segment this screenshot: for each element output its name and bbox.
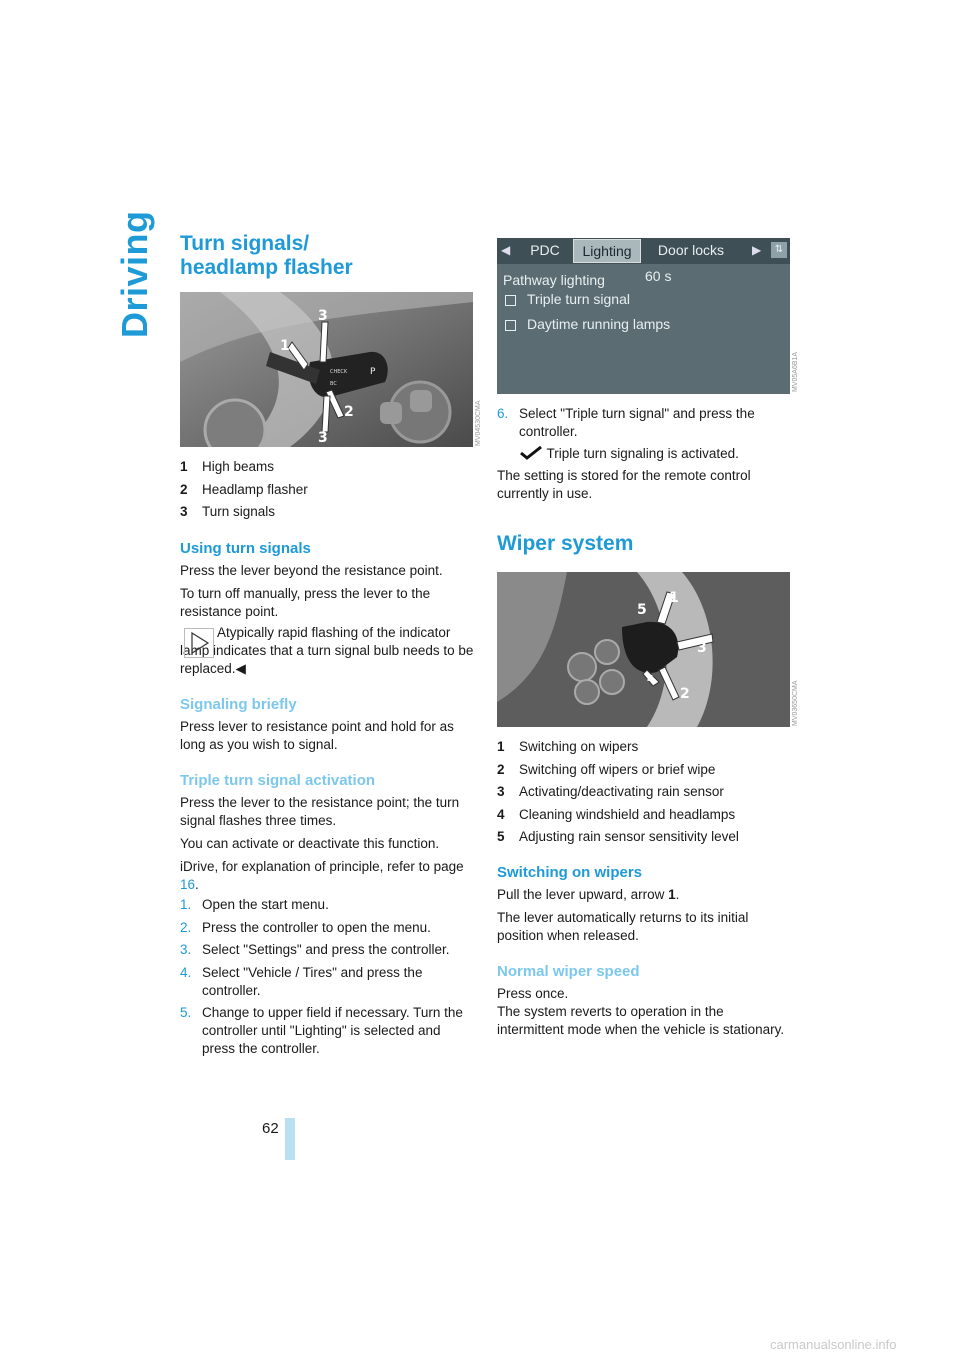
note-block: [180, 624, 475, 678]
using-paragraph-1: Press the lever beyond the resistance point.: [180, 563, 443, 578]
using-turn-signals: [180, 540, 475, 621]
triple-paragraph-3: iDrive, for explanation of principle, refer to page 16.: [180, 859, 464, 892]
wiper-figure-code: MV03650CMA: [792, 680, 799, 726]
note-text: Atypically rapid flashing of the indicator lamp indicates that a turn signal bulb needs to be replaced.◀: [180, 625, 474, 676]
menu-tab-lighting: Lighting: [573, 239, 641, 263]
fig-label-2: 2: [344, 404, 354, 420]
step-6-result: Triple turn signaling is activated.: [497, 445, 792, 463]
triple-paragraph-2: You can activate or deactivate this function.: [180, 836, 440, 851]
wiper-fig-label-4: 4: [647, 674, 654, 685]
page-number-bar: [285, 1118, 295, 1160]
wiper-legend: [497, 738, 797, 846]
fig-label-3-top: 3: [318, 308, 328, 324]
legend-item: 1 High beams: [180, 459, 275, 474]
using-turn-signals-heading: Using turn signals: [180, 540, 311, 557]
setting-stored-text: The setting is stored for the remote control currently in use.: [497, 468, 751, 501]
wiper-fig-label-3: 3: [697, 640, 707, 656]
step-item: 1. Open the start menu.: [180, 897, 329, 912]
turn-signal-lever-figure: [180, 292, 473, 447]
normal-paragraph-1: Press once.: [497, 986, 569, 1001]
signaling-briefly: [180, 696, 475, 754]
menu-figure-code: MV05A6B1A: [792, 351, 799, 392]
menu-row-pathway-lighting: Pathway lighting: [503, 272, 605, 288]
legend-item: 2 Headlamp flasher: [180, 481, 308, 497]
triple-turn-signal-heading: Triple turn signal activation: [180, 772, 376, 789]
legend-item: 4 Cleaning windshield and headlamps: [497, 806, 736, 822]
chapter-title: Driving: [114, 210, 155, 338]
menu-tab-pdc: PDC: [530, 242, 560, 258]
fig-label-3-bottom: 3: [318, 430, 328, 446]
wiper-fig-label-5: 5: [637, 602, 647, 618]
wiper-system-section: [497, 532, 797, 556]
legend-item: 5 Adjusting rain sensor sensitivity level: [497, 829, 739, 844]
step-item: 5. Change to upper field if necessary. Turn the controller until "Lighting" is selected and press the controller.: [180, 1005, 463, 1056]
wiper-lever-illustration: [497, 572, 790, 727]
note-triangle-icon: [184, 628, 214, 658]
menu-row-daytime-running-lamps: Daytime running lamps: [527, 316, 671, 332]
footer-watermark: carmanualsonline.info: [770, 1337, 897, 1352]
step-item: 6. Select "Triple turn signal" and press the controller.: [497, 406, 755, 439]
legend-item: 1 Switching on wipers: [497, 739, 639, 754]
checkbox-triple-turn-signal: [505, 295, 516, 306]
switching-paragraph-1: Pull the lever upward, arrow 1.: [497, 887, 680, 902]
page-number: 62: [262, 1120, 279, 1137]
normal-wiper-speed: [497, 963, 793, 1039]
step-item: 2. Press the controller to open the menu.: [180, 919, 431, 935]
section-title-turn-signals: Turn signals/ headlamp flasher: [180, 232, 353, 279]
normal-wiper-speed-heading: Normal wiper speed: [497, 963, 640, 980]
menu-tab-door-locks: Door locks: [657, 242, 725, 258]
step-item: 4. Select "Vehicle / Tires" and press the controller.: [180, 964, 423, 998]
menu-right-arrow-icon: ▶: [752, 243, 762, 257]
legend-item: 3 Activating/deactivating rain sensor: [497, 784, 724, 799]
wiper-lever-figure: [497, 572, 790, 727]
switching-on-wipers-heading: Switching on wipers: [497, 864, 643, 881]
svg-text:BC: BC: [330, 381, 337, 387]
signaling-briefly-heading: Signaling briefly: [180, 696, 297, 713]
triple-paragraph-1: Press the lever to the resistance point; the turn signal flashes three times.: [180, 795, 460, 828]
svg-text:P: P: [370, 367, 376, 377]
menu-value-60s: 60 s: [645, 268, 672, 284]
svg-text:CHECK: CHECK: [330, 369, 348, 375]
signaling-briefly-text: Press lever to resistance point and hold for as long as you wish to signal.: [180, 719, 454, 752]
turn-signal-lever-illustration: [180, 292, 473, 447]
using-paragraph-2: To turn off manually, press the lever to the resistance point.: [180, 586, 431, 619]
idrive-lighting-menu-screen: [497, 238, 790, 394]
section-title-wiper-system: Wiper system: [497, 532, 634, 555]
iDrive-steps-list: [180, 896, 476, 1058]
checkbox-daytime-running-lamps: [505, 320, 516, 331]
switching-paragraph-2: The lever automatically returns to its initial position when released.: [497, 910, 749, 943]
legend-item: 3 Turn signals: [180, 504, 276, 519]
checkmark-icon: [519, 446, 543, 460]
menu-scroll-icon: ⇅: [771, 242, 787, 258]
chapter-side-tab: [112, 210, 155, 340]
figure-code: MV04530CMA: [475, 400, 482, 446]
turn-signal-legend: [180, 458, 480, 521]
wiper-fig-label-1: 1: [669, 590, 679, 606]
legend-item: 2 Switching off wipers or brief wipe: [497, 761, 716, 777]
turn-signals-section: [180, 232, 480, 280]
step-6-block: [497, 405, 792, 503]
wiper-fig-label-2: 2: [680, 686, 690, 702]
fig-label-1: 1: [280, 338, 290, 354]
step-item: 3. Select "Settings" and press the controller.: [180, 942, 450, 957]
menu-left-arrow-icon: ◀: [501, 243, 511, 257]
normal-paragraph-2: The system reverts to operation in the intermittent mode when the vehicle is stationary.: [497, 1004, 785, 1037]
switching-on-wipers: [497, 864, 793, 945]
triple-turn-signal: [180, 772, 475, 894]
page-link-16[interactable]: 16: [180, 877, 196, 892]
menu-row-triple-turn-signal: Triple turn signal: [527, 291, 630, 307]
